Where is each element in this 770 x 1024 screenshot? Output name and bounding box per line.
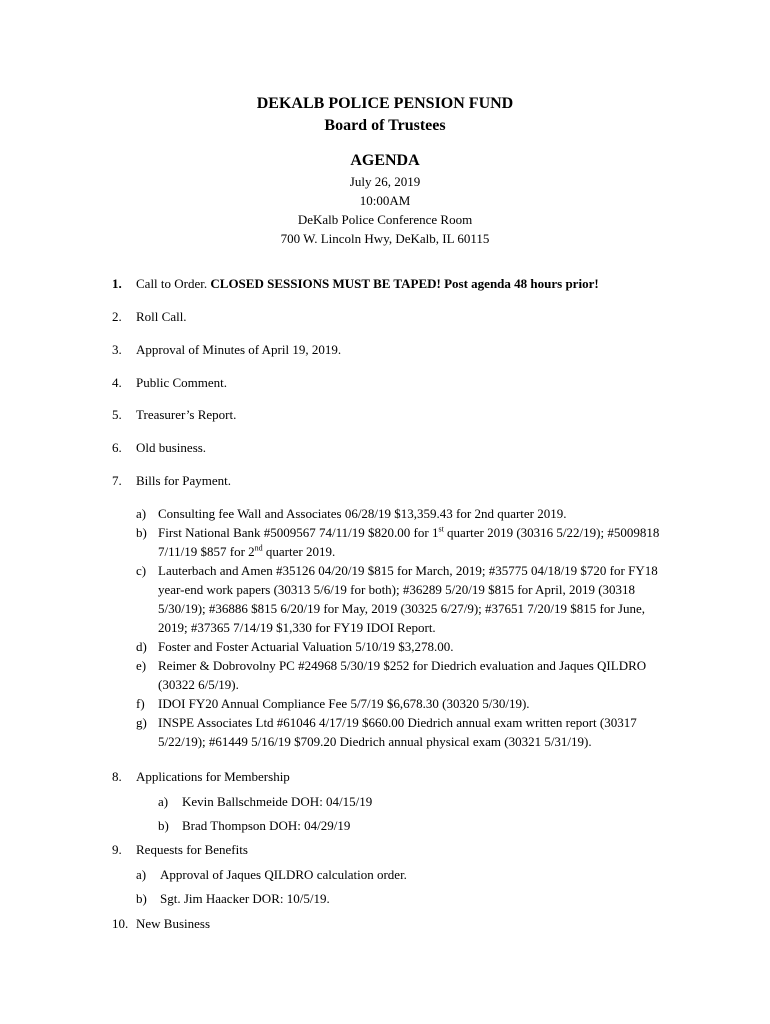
- bill-letter: g): [136, 715, 147, 730]
- membership-item-b: [158, 816, 350, 835]
- item-text: Approval of Minutes of April 19, 2019.: [136, 342, 342, 357]
- agenda-item-2: [112, 307, 187, 326]
- meeting-time: 10:00AM: [359, 193, 411, 208]
- item-text: Roll Call.: [136, 309, 187, 324]
- bill-letter: c): [136, 563, 147, 578]
- agenda-item-1: [112, 274, 599, 293]
- agenda-item-9: [112, 840, 248, 859]
- item-text: Call to Order.: [136, 276, 211, 291]
- meeting-location: DeKalb Police Conference Room: [297, 212, 473, 227]
- agenda-item-3: [112, 340, 341, 359]
- bill-item-f: [136, 694, 676, 713]
- agenda-item-6: [112, 438, 206, 457]
- item-text: Requests for Benefits: [136, 842, 248, 857]
- agenda-title: AGENDA: [350, 152, 420, 169]
- bill-item-b: [136, 523, 676, 561]
- membership-item-a: [158, 792, 372, 811]
- benefit-letter: a): [136, 867, 147, 882]
- agenda-item-10: [112, 914, 210, 933]
- item-bold-note: CLOSED SESSIONS MUST BE TAPED! Post agenda 48 hours prior!: [210, 276, 599, 291]
- benefit-item-b: [136, 889, 330, 908]
- bill-item-d: [136, 637, 676, 656]
- membership-letter: b): [158, 818, 169, 833]
- item-number: 3.: [112, 342, 122, 357]
- bill-item-a: [136, 504, 676, 523]
- item-number: 5.: [112, 407, 122, 422]
- item-number: 9.: [112, 842, 122, 857]
- item-text: New Business: [136, 916, 211, 931]
- benefit-text: Sgt. Jim Haacker DOR: 10/5/19.: [160, 891, 330, 906]
- benefit-item-a: [136, 865, 407, 884]
- agenda-item-4: [112, 373, 227, 392]
- bill-item-c: [136, 561, 676, 637]
- org-title: DEKALB POLICE PENSION FUND: [256, 95, 514, 112]
- bill-letter: f): [136, 696, 145, 711]
- bill-text: INSPE Associates Ltd #61046 4/17/19 $660.00 Diedrich annual exam written report (30317 5/22/19); #61449 5/16/19 $709.20 Diedrich annual physical exam (30321 5/31/19).: [158, 715, 637, 749]
- item-text: Old business.: [136, 440, 207, 455]
- item-number: 6.: [112, 440, 122, 455]
- agenda-item-5: [112, 405, 236, 424]
- item-number: 2.: [112, 309, 122, 324]
- bill-text: IDOI FY20 Annual Compliance Fee 5/7/19 $6,678.30 (30320 5/30/19).: [158, 696, 530, 711]
- item-text: Bills for Payment.: [136, 473, 231, 488]
- bill-text: Lauterbach and Amen #35126 04/20/19 $815 for March, 2019; #35775 04/18/19 $720 for FY18 year-end work papers (30313 5/6/19 for both); #36289 5/20/19 $815 for April, 2019 (30318 5/30/19); #36886 $815 6/20/19 for May, 2019 (30325 6/27/9); #37651 7/20/19 $815 for June, 2019; #37365 7/14/19 $1,330 for FY19 IDOI Report.: [158, 563, 658, 635]
- item-number: 1.: [112, 276, 122, 291]
- document-header: [0, 93, 770, 248]
- bill-letter: e): [136, 658, 147, 673]
- membership-text: Brad Thompson DOH: 04/29/19: [182, 818, 351, 833]
- item-number: 4.: [112, 375, 122, 390]
- bill-text: First National Bank #5009567 74/11/19 $820.00 for 1st quarter 2019 (30316 5/22/19); #5009818 7/11/19 $857 for 2nd quarter 2019.: [158, 524, 660, 559]
- bill-letter: d): [136, 639, 147, 654]
- item-number: 8.: [112, 769, 122, 784]
- item-number: 10.: [112, 916, 129, 931]
- membership-letter: a): [158, 794, 169, 809]
- bill-letter: b): [136, 525, 147, 540]
- meeting-date: July 26, 2019: [349, 174, 421, 189]
- item-text: Treasurer’s Report.: [136, 407, 237, 422]
- item-text: Public Comment.: [136, 375, 227, 390]
- bill-text: Consulting fee Wall and Associates 06/28/19 $13,359.43 for 2nd quarter 2019.: [158, 506, 567, 521]
- benefit-text: Approval of Jaques QILDRO calculation order.: [160, 867, 407, 882]
- bills-list: [136, 504, 676, 751]
- bill-item-e: [136, 656, 676, 694]
- bill-text: Foster and Foster Actuarial Valuation 5/10/19 $3,278.00.: [158, 639, 454, 654]
- item-text: Applications for Membership: [136, 769, 290, 784]
- meeting-address: 700 W. Lincoln Hwy, DeKalb, IL 60115: [280, 231, 490, 246]
- bill-text: Reimer & Dobrovolny PC #24968 5/30/19 $252 for Diedrich evaluation and Jaques QILDRO (30322 6/5/19).: [158, 658, 647, 692]
- membership-text: Kevin Ballschmeide DOH: 04/15/19: [182, 794, 373, 809]
- bill-item-g: [136, 713, 676, 751]
- benefit-letter: b): [136, 891, 147, 906]
- board-title: Board of Trustees: [324, 117, 446, 134]
- agenda-item-8: [112, 767, 290, 786]
- item-number: 7.: [112, 473, 122, 488]
- bill-letter: a): [136, 506, 147, 521]
- agenda-item-7: [112, 471, 231, 490]
